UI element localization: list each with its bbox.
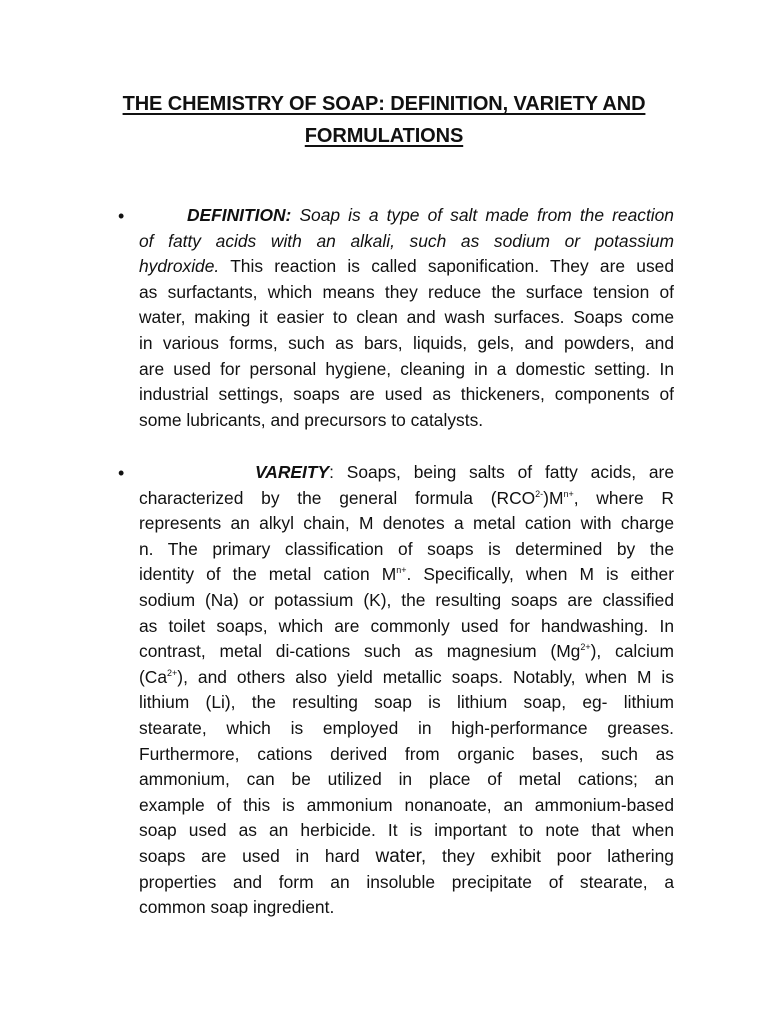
title-line-2: FORMULATIONS: [304, 125, 464, 147]
definition-paragraph: DEFINITION: Soap is a type of salt made from the reaction of fatty acids with an alkali, such as sodium or potassium hydroxide. This reaction is called saponification. They are used as surfactants, which means they reduce the surface tension of water, making it easier to clean and wash surfaces. Soaps come in various forms, such as bars, liquids, gels, and powders, and are used for personal hygiene, cleaning in a domestic setting. In industrial settings, soaps are used as thickeners, components of some lubricants, and precursors to catalysts.: [139, 205, 674, 430]
bullet-icon: •: [118, 206, 125, 226]
document-title: [60, 88, 708, 152]
bullet-icon: •: [118, 463, 125, 483]
title-line-1: THE CHEMISTRY OF SOAP: DEFINITION, VARIETY AND: [122, 93, 646, 115]
definition-heading: DEFINITION:: [187, 205, 292, 225]
variety-paragraph: VAREITY: Soaps, being salts of fatty acids, are characterized by the general formula $(RCO^{2-})M^{n+}$, where R represents an alkyl chain, M denotes a metal cation with charge n. The primary classification of soaps is determined by the identity of the metal cation $M^{n+}$. Specifically, when M is either sodium (Na) or potassium (K), the resulting soaps are classified as toilet soaps, which are commonly used for handwashing. In contrast, metal di-cations such as magnesium $(Mg^{2+})$, calcium $(Ca^{2+})$, and others also yield metallic soaps. Notably, when M is lithium (Li), the resulting soap is lithium soap, eg- lithium stearate, which is employed in high-performance greases. Furthermore, cations derived from organic bases, such as ammonium, can be utilized in place of metal cations; an example of this is ammonium nonanoate, an ammonium-based soap used as an herbicide. It is important to note that when soaps are used in hard water, they exhibit poor lathering properties and form an insoluble precipitate of stearate, a common soap ingredient.: [139, 462, 675, 918]
variety-heading: VAREITY: [255, 462, 330, 482]
